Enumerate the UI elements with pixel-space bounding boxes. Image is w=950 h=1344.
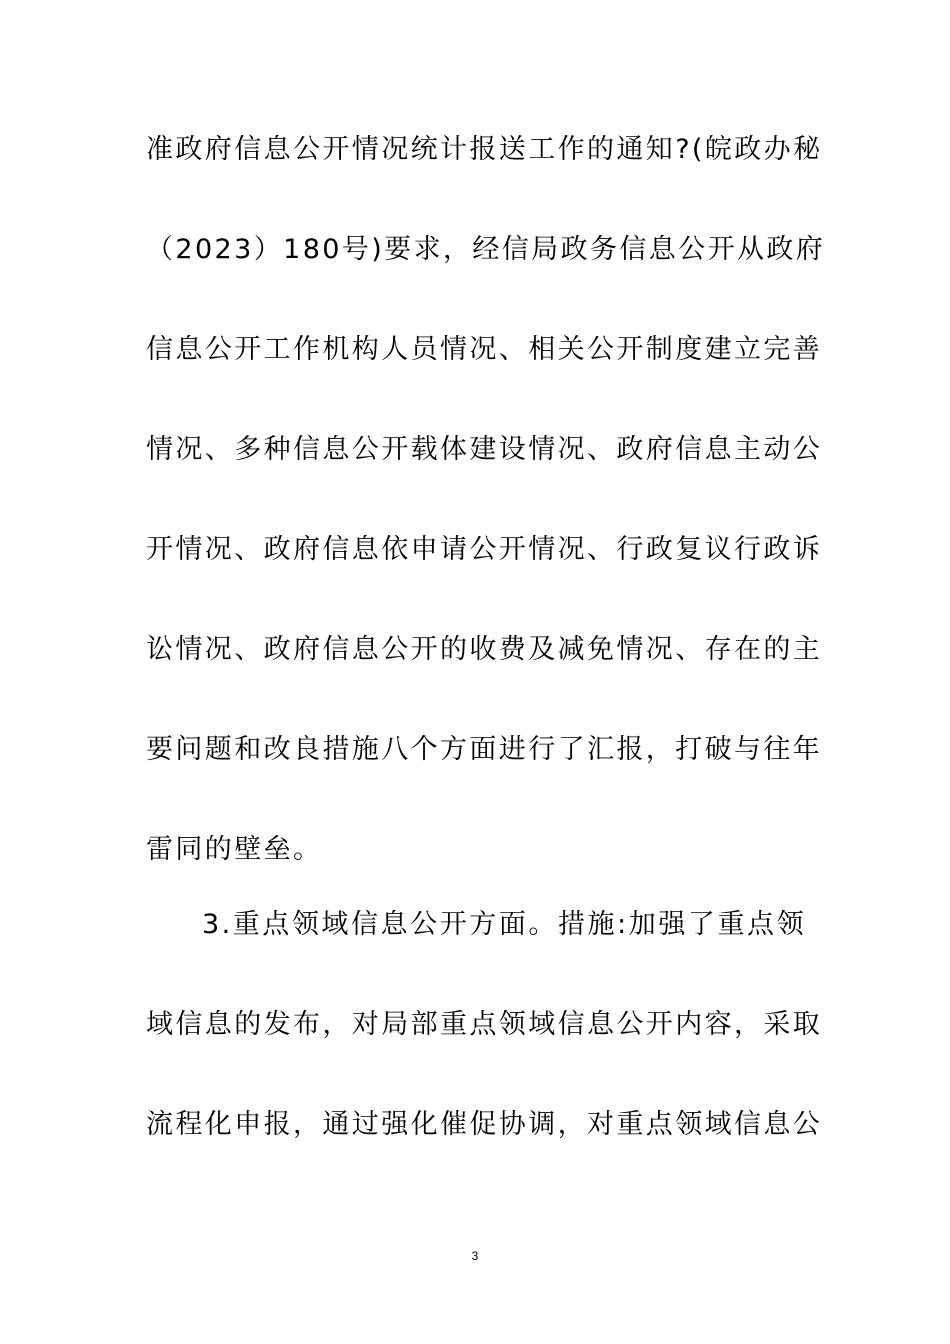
paragraph-1-line-3: 信息公开工作机构人员情况、相关公开制度建立完善 — [146, 334, 823, 365]
paragraph-1-line-1: 准政府信息公开情况统计报送工作的通知?(皖政办秘 — [146, 134, 823, 165]
paragraph-1-line-5: 开情况、政府信息依申请公开情况、行政复议行政诉 — [146, 534, 823, 565]
paragraph-1-line-8: 雷同的壁垒。 — [146, 834, 323, 865]
page-number: 3 — [471, 1249, 479, 1263]
paragraph-1-line-2: （2023）180号)要求，经信局政务信息公开从政府 — [146, 234, 826, 265]
paragraph-2-line-3: 流程化申报，通过强化催促协调，对重点领域信息公 — [146, 1109, 823, 1140]
paragraph-2-line-2: 域信息的发布，对局部重点领域信息公开内容，采取 — [146, 1009, 823, 1040]
paragraph-1-line-6: 讼情况、政府信息公开的收费及减免情况、存在的主 — [146, 634, 823, 665]
paragraph-1-line-4: 情况、多种信息公开载体建设情况、政府信息主动公 — [146, 434, 823, 465]
paragraph-1-line-7: 要问题和改良措施八个方面进行了汇报，打破与往年 — [146, 734, 823, 765]
paragraph-2-line-1: 3.重点领域信息公开方面。措施:加强了重点领 — [202, 909, 806, 940]
